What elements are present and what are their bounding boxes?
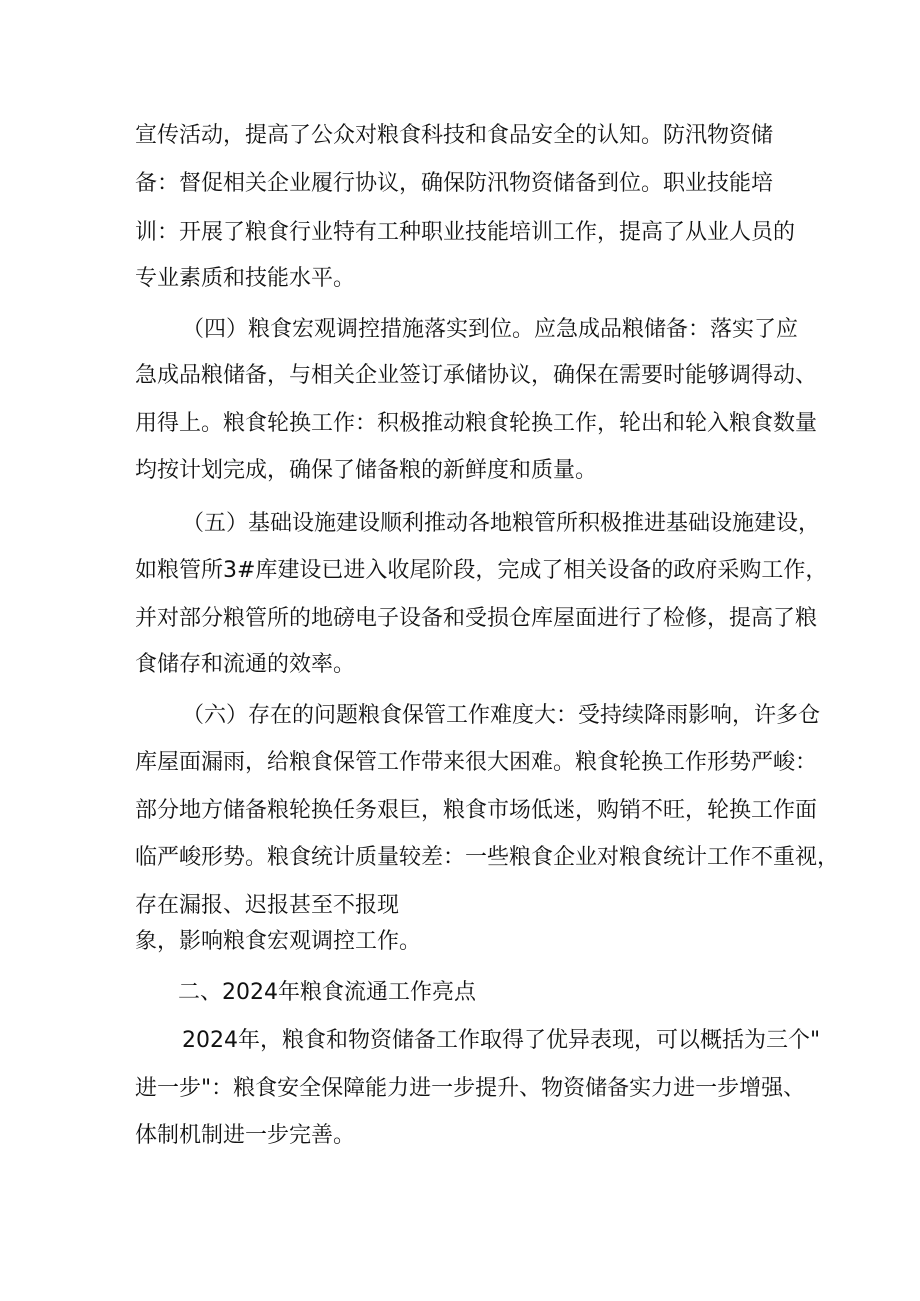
paragraph-line: 并对部分粮管所的地磅电子设备和受损仓库屋面进行了检修，提高了粮 (135, 606, 818, 631)
section-four-heading: （四）粮食宏观调控措施落实到位。应急成品粮储备：落实了应 (182, 317, 799, 342)
paragraph-line: 2024年，粮食和物资储备工作取得了优异表现，可以概括为三个" (182, 1028, 821, 1053)
paragraph-line: 宣传活动，提高了公众对粮食科技和食品安全的认知。防汛物资储 (135, 123, 774, 148)
paragraph-line: 食储存和流通的效率。 (135, 652, 356, 677)
paragraph-line: 象，影响粮食宏观调控工作。 (135, 929, 422, 954)
paragraph-line: 专业素质和技能水平。 (135, 266, 356, 291)
paragraph-line: 均按计划完成，确保了储备粮的新鲜度和质量。 (135, 458, 598, 483)
paragraph-line: 部分地方储备粮轮换任务艰巨，粮食市场低迷，购销不旺，轮换工作面 (135, 798, 818, 823)
paragraph-line: 备：督促相关企业履行协议，确保防汛物资储备到位。职业技能培 (135, 171, 774, 196)
paragraph-line: 训：开展了粮食行业特有工种职业技能培训工作，提高了从业人员的 (135, 220, 796, 245)
paragraph-line: 进一步"：粮食安全保障能力进一步提升、物资储备实力进一步增强、 (135, 1076, 806, 1101)
paragraph-line: 用得上。粮食轮换工作：积极推动粮食轮换工作，轮出和轮入粮食数量 (135, 411, 818, 436)
paragraph-line: 急成品粮储备，与相关企业签订承储协议，确保在需要时能够调得动、 (135, 363, 818, 388)
paragraph-line: 如粮管所3#库建设已进入收尾阶段，完成了相关设备的政府采购工作， (135, 558, 828, 583)
paragraph-line: 临严峻形势。粮食统计质量较差：一些粮食企业对粮食统计工作不重视， (135, 845, 840, 870)
paragraph-line: 体制机制进一步完善。 (135, 1123, 356, 1148)
section-five-heading: （五）基础设施建设顺利推动各地粮管所积极推进基础设施建设， (182, 511, 821, 536)
paragraph-line: 库屋面漏雨，给粮食保管工作带来很大困难。粮食轮换工作形势严峻： (135, 750, 818, 775)
paragraph-line: 存在漏报、迟报甚至不报现 (135, 893, 400, 918)
section-six-heading: （六）存在的问题粮食保管工作难度大：受持续降雨影响，许多仓 (182, 703, 821, 728)
section-two-heading: 二、2024年粮食流通工作亮点 (178, 980, 476, 1005)
